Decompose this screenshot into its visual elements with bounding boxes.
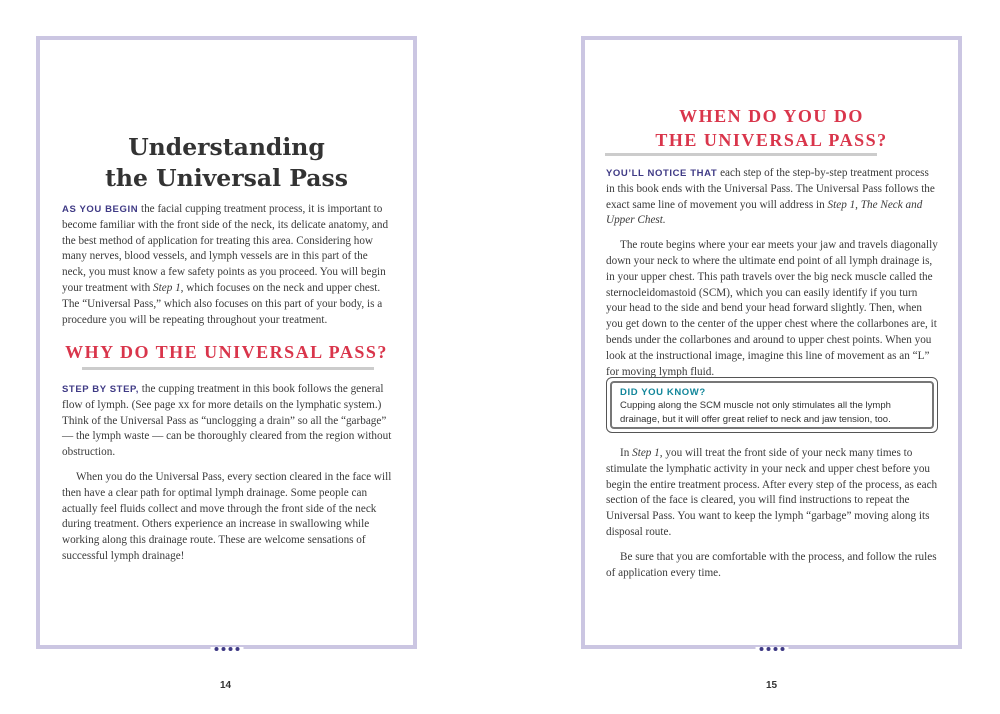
right-body-bottom: In Step 1, you will treat the front side of your neck many times to stimulate the lymphatic activity in your neck and upper chest before you begin the entire treatment process. After every step of the process, as each section of the face is cleared, you will find instructions to repeat the Universal Pass. You want to keep the lymph “garbage” moving along its disposal route. Be sure that you are comfortable with the process, and follow the rules of application every time. (606, 447, 938, 579)
right-body-top: YOU’LL NOTICE THAT each step of the step-by-step treatment process in this book ends with the Universal Pass. The Universal Pass follows the exact same line of movement you will address in Step 1, The Neck and Upper Chest. The route begins where your ear meets your jaw and travels diagonally down your neck to where the ultimate end point of all lymph drainage is, in your upper chest. This path travels over the big neck muscle called the sternocleidomastoid (SCM), which you can easily identify if you turn your head to the side and bend your head forward slightly. Then, when you get down to the center of the upper chest where the collarbones are, it bends under the collarbones and around to upper chest points. When you look at the instructional image, imagine this line of movement as an “L” for moving lymph fluid. (606, 167, 938, 378)
intro-lead: AS YOU BEGIN (62, 204, 139, 215)
step-by-step-lead: STEP BY STEP, (62, 384, 139, 395)
page-number-right: 15 (766, 680, 778, 691)
left-heading-underline (82, 367, 374, 370)
right-section-heading: WHEN DO YOU DO THE UNIVERSAL PASS? (655, 106, 888, 150)
youll-notice-lead: YOU’LL NOTICE THAT (606, 168, 718, 179)
left-body: STEP BY STEP, the cupping treatment in this book follows the general flow of lymph. (See page xx for more details on the lymphatic system.) Think of the Universal Pass as “unclogging a drain” so all the “garbage” — the lymph waste — can be thoroughly cleared from the region without obstruction. When you do the Universal Pass, every section cleared in the face will then have a clear path for optimal lymph drainage. Some people can actually feel fluids collect and move through the front side of the neck during treatment. Others experience an increase in swallowing while working along this drainage route. These are welcome sensations of successful lymph drainage! (62, 383, 392, 562)
page-number-left: 14 (220, 680, 232, 691)
callout-text: Cupping along the SCM muscle not only stimulates all the lymph drainage, but it will offer great relief to neck and jaw tension, too. (620, 400, 891, 425)
callout-title: DID YOU KNOW? (620, 387, 706, 398)
right-heading-underline (605, 153, 877, 156)
did-you-know-callout (606, 377, 938, 433)
left-intro-paragraph: AS YOU BEGIN the facial cupping treatment process, it is important to become familiar with the front side of the neck, its delicate anatomy, and the best method of application for treating this area. Considering how many nerves, blood vessels, and lymph vessels are in this part of the neck, you must know a few safety points as you proceed. You will begin your treatment with Step 1, which focuses on the neck and upper chest. The “Universal Pass,” which also focuses on this part of your body, is a procedure you will be repeating throughout your treatment. (62, 203, 389, 326)
left-section-heading: WHY DO THE UNIVERSAL PASS? (65, 342, 388, 362)
page-dots-ornament (755, 647, 788, 651)
page-dots-ornament (210, 647, 243, 651)
left-page-title: Understanding the Universal Pass (105, 133, 348, 192)
